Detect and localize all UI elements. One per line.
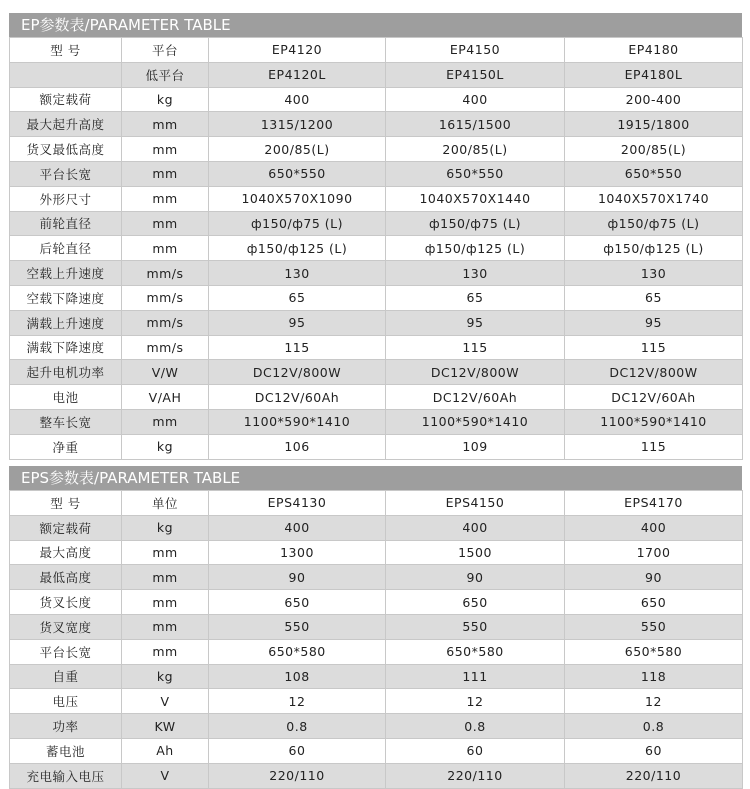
table-cell: V bbox=[122, 763, 209, 788]
table-cell: 65 bbox=[386, 285, 565, 310]
ep-table-body bbox=[10, 38, 743, 460]
table-cell: 220/110 bbox=[565, 763, 743, 788]
table-cell: 0.8 bbox=[209, 714, 386, 739]
table-cell: 空载下降速度 bbox=[10, 285, 122, 310]
table-cell: 整车长宽 bbox=[10, 409, 122, 434]
table-cell: 60 bbox=[386, 738, 565, 763]
table-cell: mm bbox=[122, 565, 209, 590]
eps-parameter-table bbox=[9, 466, 742, 789]
table-cell: 200-400 bbox=[565, 87, 743, 112]
table-cell: ф150/ф75 (L) bbox=[209, 211, 386, 236]
table-cell: 65 bbox=[209, 285, 386, 310]
table-cell: EP4150L bbox=[386, 62, 565, 87]
table-cell: mm bbox=[122, 211, 209, 236]
table-cell: kg bbox=[122, 87, 209, 112]
table-cell: 115 bbox=[386, 335, 565, 360]
table-cell: 货叉宽度 bbox=[10, 614, 122, 639]
table-title: EPS参数表/PARAMETER TABLE bbox=[9, 466, 742, 490]
table-cell: DC12V/60Ah bbox=[386, 385, 565, 410]
table-cell: 115 bbox=[565, 434, 743, 459]
table-cell: 型 号 bbox=[10, 38, 122, 63]
table-cell: 118 bbox=[565, 664, 743, 689]
table-cell: 货叉最低高度 bbox=[10, 137, 122, 162]
table-cell: 满载下降速度 bbox=[10, 335, 122, 360]
table-cell: 650 bbox=[386, 590, 565, 615]
table-cell: 65 bbox=[565, 285, 743, 310]
table-cell: 1315/1200 bbox=[209, 112, 386, 137]
table-cell: KW bbox=[122, 714, 209, 739]
table-cell: ф150/ф125 (L) bbox=[565, 236, 743, 261]
ep-parameter-table bbox=[9, 13, 742, 460]
table-cell: DC12V/800W bbox=[209, 360, 386, 385]
table-cell: 电压 bbox=[10, 689, 122, 714]
table-cell: 1700 bbox=[565, 540, 743, 565]
table-cell: 1100*590*1410 bbox=[209, 409, 386, 434]
table-cell: 108 bbox=[209, 664, 386, 689]
table-cell: ф150/ф75 (L) bbox=[386, 211, 565, 236]
table-cell: 95 bbox=[386, 310, 565, 335]
table-cell: 550 bbox=[209, 614, 386, 639]
table-cell: 400 bbox=[386, 515, 565, 540]
table-cell: DC12V/800W bbox=[565, 360, 743, 385]
table-cell: 自重 bbox=[10, 664, 122, 689]
table-cell: EP4120L bbox=[209, 62, 386, 87]
table-cell: 货叉长度 bbox=[10, 590, 122, 615]
table-cell: 115 bbox=[565, 335, 743, 360]
table-cell: 充电输入电压 bbox=[10, 763, 122, 788]
table-cell: 平台长宽 bbox=[10, 639, 122, 664]
table-cell: mm/s bbox=[122, 310, 209, 335]
table-row bbox=[10, 409, 743, 434]
table-cell: 650*580 bbox=[565, 639, 743, 664]
eps-table bbox=[9, 490, 743, 789]
table-cell: 550 bbox=[386, 614, 565, 639]
table-row bbox=[10, 161, 743, 186]
table-cell: 0.8 bbox=[386, 714, 565, 739]
table-cell: 平台长宽 bbox=[10, 161, 122, 186]
eps-table-body bbox=[10, 491, 743, 789]
table-cell: kg bbox=[122, 515, 209, 540]
table-cell: EPS4170 bbox=[565, 491, 743, 516]
table-row bbox=[10, 285, 743, 310]
table-cell: mm bbox=[122, 236, 209, 261]
table-cell: 60 bbox=[209, 738, 386, 763]
table-title: EP参数表/PARAMETER TABLE bbox=[9, 13, 742, 37]
table-row bbox=[10, 763, 743, 788]
table-cell: 最大高度 bbox=[10, 540, 122, 565]
table-cell: 低平台 bbox=[122, 62, 209, 87]
table-row bbox=[10, 614, 743, 639]
table-cell: 111 bbox=[386, 664, 565, 689]
table-row bbox=[10, 236, 743, 261]
table-cell: ф150/ф75 (L) bbox=[565, 211, 743, 236]
table-cell: 最低高度 bbox=[10, 565, 122, 590]
table-cell: 90 bbox=[386, 565, 565, 590]
table-cell: 1100*590*1410 bbox=[565, 409, 743, 434]
table-cell: 功率 bbox=[10, 714, 122, 739]
table-cell: EPS4150 bbox=[386, 491, 565, 516]
table-row bbox=[10, 385, 743, 410]
table-cell: 115 bbox=[209, 335, 386, 360]
table-row bbox=[10, 360, 743, 385]
table-row bbox=[10, 639, 743, 664]
table-row bbox=[10, 515, 743, 540]
table-cell: 220/110 bbox=[386, 763, 565, 788]
table-cell: 109 bbox=[386, 434, 565, 459]
table-row bbox=[10, 38, 743, 63]
table-cell: 12 bbox=[386, 689, 565, 714]
table-cell: 400 bbox=[209, 515, 386, 540]
table-cell: Ah bbox=[122, 738, 209, 763]
table-cell: mm/s bbox=[122, 285, 209, 310]
table-row bbox=[10, 434, 743, 459]
table-cell: 650 bbox=[565, 590, 743, 615]
table-cell: 200/85(L) bbox=[386, 137, 565, 162]
table-cell: 最大起升高度 bbox=[10, 112, 122, 137]
table-cell: mm bbox=[122, 409, 209, 434]
table-row bbox=[10, 211, 743, 236]
table-row bbox=[10, 186, 743, 211]
table-cell: mm/s bbox=[122, 335, 209, 360]
table-cell: V bbox=[122, 689, 209, 714]
table-cell: V/W bbox=[122, 360, 209, 385]
table-row bbox=[10, 261, 743, 286]
table-cell: 12 bbox=[565, 689, 743, 714]
table-cell: 平台 bbox=[122, 38, 209, 63]
table-cell: 200/85(L) bbox=[209, 137, 386, 162]
table-cell: kg bbox=[122, 434, 209, 459]
table-row bbox=[10, 335, 743, 360]
table-row bbox=[10, 112, 743, 137]
table-cell: 130 bbox=[386, 261, 565, 286]
table-row bbox=[10, 714, 743, 739]
table-cell: 200/85(L) bbox=[565, 137, 743, 162]
table-cell: DC12V/60Ah bbox=[209, 385, 386, 410]
table-cell: 额定载荷 bbox=[10, 87, 122, 112]
table-cell: EP4120 bbox=[209, 38, 386, 63]
table-cell: 后轮直径 bbox=[10, 236, 122, 261]
table-cell: 650*580 bbox=[386, 639, 565, 664]
table-cell: 130 bbox=[565, 261, 743, 286]
table-cell: 1040X570X1740 bbox=[565, 186, 743, 211]
table-cell: 空载上升速度 bbox=[10, 261, 122, 286]
table-row bbox=[10, 491, 743, 516]
table-cell: 12 bbox=[209, 689, 386, 714]
table-cell: 90 bbox=[565, 565, 743, 590]
table-cell: 电池 bbox=[10, 385, 122, 410]
table-row bbox=[10, 62, 743, 87]
table-cell: 净重 bbox=[10, 434, 122, 459]
table-cell: mm bbox=[122, 137, 209, 162]
table-cell: 0.8 bbox=[565, 714, 743, 739]
table-cell: 550 bbox=[565, 614, 743, 639]
table-row bbox=[10, 590, 743, 615]
table-cell: 95 bbox=[209, 310, 386, 335]
table-cell: 满载上升速度 bbox=[10, 310, 122, 335]
table-cell: EP4180 bbox=[565, 38, 743, 63]
table-cell: 1615/1500 bbox=[386, 112, 565, 137]
table-cell: 单位 bbox=[122, 491, 209, 516]
table-cell: 1300 bbox=[209, 540, 386, 565]
table-cell: EP4150 bbox=[386, 38, 565, 63]
table-cell: 型 号 bbox=[10, 491, 122, 516]
ep-table bbox=[9, 37, 743, 460]
table-cell: mm bbox=[122, 112, 209, 137]
table-cell: kg bbox=[122, 664, 209, 689]
table-cell: 95 bbox=[565, 310, 743, 335]
table-cell: V/AH bbox=[122, 385, 209, 410]
table-row bbox=[10, 137, 743, 162]
table-cell: 60 bbox=[565, 738, 743, 763]
table-cell: ф150/ф125 (L) bbox=[386, 236, 565, 261]
table-cell: mm bbox=[122, 590, 209, 615]
table-cell: mm bbox=[122, 161, 209, 186]
table-cell: 130 bbox=[209, 261, 386, 286]
table-cell: 650*550 bbox=[565, 161, 743, 186]
table-cell: 220/110 bbox=[209, 763, 386, 788]
table-cell: 650*580 bbox=[209, 639, 386, 664]
table-cell: 650 bbox=[209, 590, 386, 615]
table-row bbox=[10, 87, 743, 112]
table-row bbox=[10, 310, 743, 335]
table-cell: 400 bbox=[565, 515, 743, 540]
table-cell: 1915/1800 bbox=[565, 112, 743, 137]
table-cell: mm/s bbox=[122, 261, 209, 286]
table-row bbox=[10, 565, 743, 590]
table-cell: 1040X570X1090 bbox=[209, 186, 386, 211]
table-cell: 起升电机功率 bbox=[10, 360, 122, 385]
table-cell: 400 bbox=[209, 87, 386, 112]
table-cell: 1500 bbox=[386, 540, 565, 565]
table-cell: 90 bbox=[209, 565, 386, 590]
table-cell: ф150/ф125 (L) bbox=[209, 236, 386, 261]
table-cell: 外形尺寸 bbox=[10, 186, 122, 211]
table-cell: mm bbox=[122, 614, 209, 639]
table-cell: 650*550 bbox=[209, 161, 386, 186]
table-cell bbox=[10, 62, 122, 87]
table-row bbox=[10, 738, 743, 763]
table-cell: 1100*590*1410 bbox=[386, 409, 565, 434]
table-cell: DC12V/60Ah bbox=[565, 385, 743, 410]
table-cell: DC12V/800W bbox=[386, 360, 565, 385]
table-cell: 650*550 bbox=[386, 161, 565, 186]
table-cell: 前轮直径 bbox=[10, 211, 122, 236]
table-cell: mm bbox=[122, 639, 209, 664]
table-cell: 106 bbox=[209, 434, 386, 459]
table-cell: 蓄电池 bbox=[10, 738, 122, 763]
table-cell: 400 bbox=[386, 87, 565, 112]
table-cell: mm bbox=[122, 186, 209, 211]
table-cell: EP4180L bbox=[565, 62, 743, 87]
table-row bbox=[10, 689, 743, 714]
table-cell: mm bbox=[122, 540, 209, 565]
table-row bbox=[10, 664, 743, 689]
table-cell: 1040X570X1440 bbox=[386, 186, 565, 211]
table-row bbox=[10, 540, 743, 565]
table-cell: EPS4130 bbox=[209, 491, 386, 516]
table-cell: 额定载荷 bbox=[10, 515, 122, 540]
